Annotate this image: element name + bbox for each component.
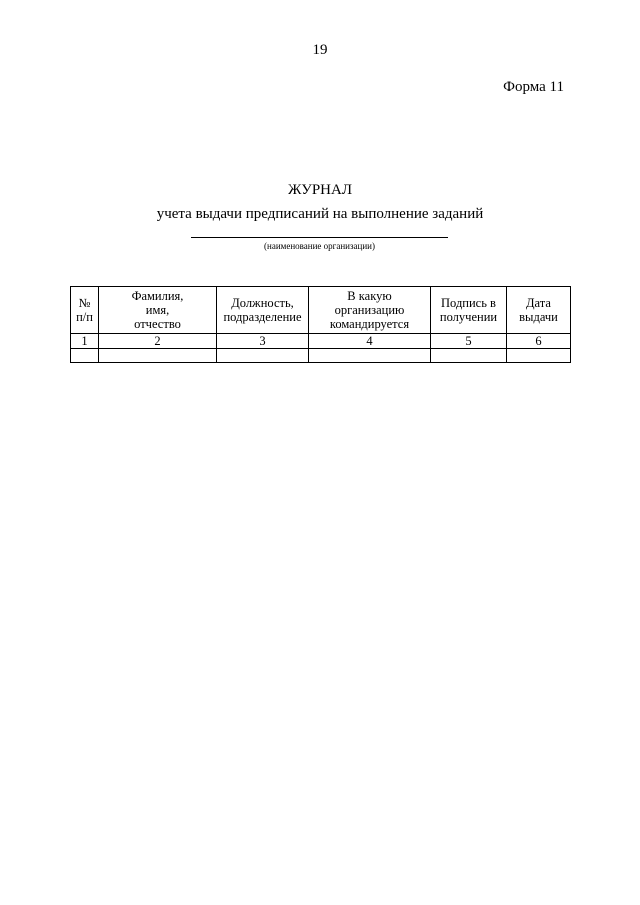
- table-row: [71, 349, 571, 363]
- header-cell-position: [217, 287, 309, 334]
- header-text: командируется: [329, 317, 410, 331]
- header-cell-issue-date: [507, 287, 571, 334]
- column-number-row: [71, 334, 571, 349]
- header-cell-number: [71, 287, 99, 334]
- header-text: Должность,: [231, 296, 294, 310]
- organization-caption: (наименование организации): [264, 241, 375, 251]
- form-label: Форма 11: [503, 79, 564, 95]
- column-number-cell: 3: [217, 334, 309, 349]
- column-number-cell: 5: [431, 334, 507, 349]
- column-number-cell: 1: [71, 334, 99, 349]
- column-number-cell: 2: [99, 334, 217, 349]
- empty-cell: [431, 349, 507, 363]
- header-text: имя,: [145, 303, 170, 317]
- empty-cell: [309, 349, 431, 363]
- column-number-cell: 4: [309, 334, 431, 349]
- empty-cell: [507, 349, 571, 363]
- table-header-row: [71, 287, 571, 334]
- header-text: подразделение: [223, 310, 302, 324]
- column-number-cell: 6: [507, 334, 571, 349]
- empty-cell: [217, 349, 309, 363]
- header-cell-signature: [431, 287, 507, 334]
- header-text: получении: [439, 310, 498, 324]
- document-title: ЖУРНАЛ: [287, 182, 353, 198]
- header-text: организацию: [334, 303, 405, 317]
- document-subtitle: учета выдачи предписаний на выполнение заданий: [156, 206, 484, 222]
- page-number: 19: [312, 42, 328, 58]
- organization-name-line: [191, 237, 448, 238]
- header-text: Дата: [526, 296, 551, 310]
- empty-cell: [71, 349, 99, 363]
- journal-table: [70, 286, 571, 363]
- header-text: №: [78, 296, 91, 310]
- header-cell-organization: [309, 287, 431, 334]
- header-cell-full-name: [99, 287, 217, 334]
- header-text: В какую: [347, 289, 392, 303]
- header-text: Фамилия,: [131, 289, 184, 303]
- header-text: отчество: [134, 317, 181, 331]
- header-text: п/п: [76, 310, 93, 324]
- header-text: выдачи: [519, 310, 558, 324]
- header-text: Подпись в: [441, 296, 496, 310]
- empty-cell: [99, 349, 217, 363]
